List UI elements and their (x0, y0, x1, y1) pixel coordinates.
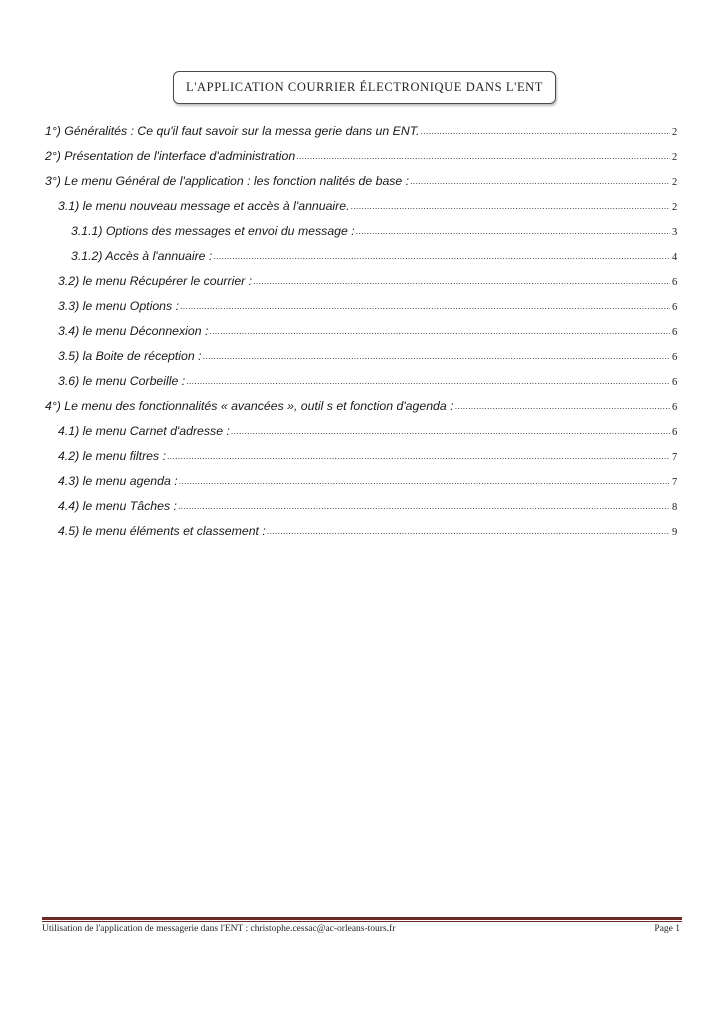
toc-entry-page: 6 (672, 377, 678, 388)
toc-entry-page: 7 (672, 452, 678, 463)
toc-entry[interactable] (45, 124, 682, 138)
toc-entry-label: 4.3) le menu agenda : (58, 474, 178, 488)
toc-entry-page: 8 (672, 502, 678, 513)
toc-entry-page: 9 (672, 527, 678, 538)
toc-entry-label: 3.1) le menu nouveau message et accès à l'annuaire. (58, 199, 350, 213)
toc-entry[interactable] (58, 499, 682, 513)
toc-leader-dots (178, 501, 670, 511)
toc-entry[interactable] (58, 374, 682, 388)
toc-entry-label: 4.5) le menu éléments et classement : (58, 524, 266, 538)
toc-entry-page: 6 (672, 402, 678, 413)
toc-entry-label: 4.4) le menu Tâches : (58, 499, 177, 513)
toc-entry[interactable] (58, 274, 682, 288)
toc-leader-dots (203, 351, 670, 361)
toc-entry[interactable] (45, 399, 682, 413)
toc-entry-page: 6 (672, 352, 678, 363)
toc-leader-dots (356, 226, 670, 236)
toc-leader-dots (186, 376, 670, 386)
toc-entry-page: 2 (672, 177, 678, 188)
toc-entry[interactable] (58, 474, 682, 488)
toc-entry[interactable] (58, 424, 682, 438)
toc-entry-label: 3.6) le menu Corbeille : (58, 374, 186, 388)
toc-entry[interactable] (45, 174, 682, 188)
toc-leader-dots (253, 276, 670, 286)
toc-entry-page: 3 (672, 227, 678, 238)
toc-entry-label: 3.5) la Boite de réception : (58, 349, 202, 363)
toc-entry-page: 7 (672, 477, 678, 488)
footer-divider-thin (42, 921, 682, 922)
toc-leader-dots (231, 426, 670, 436)
toc-entry-label: 3.3) le menu Options : (58, 299, 179, 313)
toc-entry-label: 1°) Généralités : Ce qu'il faut savoir sur la messa gerie dans un ENT. (45, 124, 420, 138)
toc-entry-page: 6 (672, 302, 678, 313)
toc-entry-page: 6 (672, 277, 678, 288)
toc-leader-dots (213, 251, 670, 261)
toc-entry[interactable] (45, 149, 682, 163)
toc-entry-label: 2°) Présentation de l'interface d'administration (45, 149, 296, 163)
toc-leader-dots (410, 176, 670, 186)
toc-entry-label: 3.4) le menu Déconnexion : (58, 324, 209, 338)
toc-entry-label: 3.1.2) Accès à l'annuaire : (71, 249, 213, 263)
toc-entry-label: 4°) Le menu des fonctionnalités « avancées », outil s et fonction d'agenda : (45, 399, 454, 413)
document-title: L'APPLICATION COURRIER ÉLECTRONIQUE DANS L'ENT (185, 80, 544, 94)
toc-entry-page: 4 (672, 252, 678, 263)
toc-leader-dots (455, 401, 670, 411)
footer-divider (42, 917, 682, 920)
toc-entry[interactable] (58, 199, 682, 213)
toc-entry[interactable] (58, 524, 682, 538)
toc-entry-page: 2 (672, 202, 678, 213)
toc-entry[interactable] (58, 349, 682, 363)
toc-entry-page: 6 (672, 327, 678, 338)
toc-entry-label: 3.1.1) Options des messages et envoi du message : (71, 224, 355, 238)
toc-leader-dots (179, 476, 670, 486)
toc-leader-dots (180, 301, 670, 311)
footer-text: Utilisation de l'application de messagerie dans l'ENT : christophe.cessac@ac-orleans-tours.fr (42, 924, 396, 934)
toc-entry-page: 2 (672, 127, 678, 138)
toc-entry-label: 3°) Le menu Général de l'application : les fonction nalités de base : (45, 174, 410, 188)
toc-entry-page: 2 (672, 152, 678, 163)
toc-entry-page: 6 (672, 427, 678, 438)
toc-leader-dots (351, 201, 670, 211)
page-number: Page 1 (654, 924, 680, 934)
toc-entry[interactable] (71, 249, 682, 263)
toc-entry[interactable] (58, 449, 682, 463)
toc-leader-dots (167, 451, 670, 461)
toc-leader-dots (209, 326, 670, 336)
toc-entry-label: 4.1) le menu Carnet d'adresse : (58, 424, 230, 438)
document-title-box (173, 71, 556, 104)
toc-leader-dots (296, 151, 670, 161)
toc-entry[interactable] (58, 299, 682, 313)
toc-leader-dots (421, 126, 670, 136)
toc-leader-dots (267, 526, 670, 536)
toc-entry[interactable] (58, 324, 682, 338)
toc-entry[interactable] (71, 224, 682, 238)
toc-entry-label: 3.2) le menu Récupérer le courrier : (58, 274, 253, 288)
toc-entry-label: 4.2) le menu filtres : (58, 449, 166, 463)
